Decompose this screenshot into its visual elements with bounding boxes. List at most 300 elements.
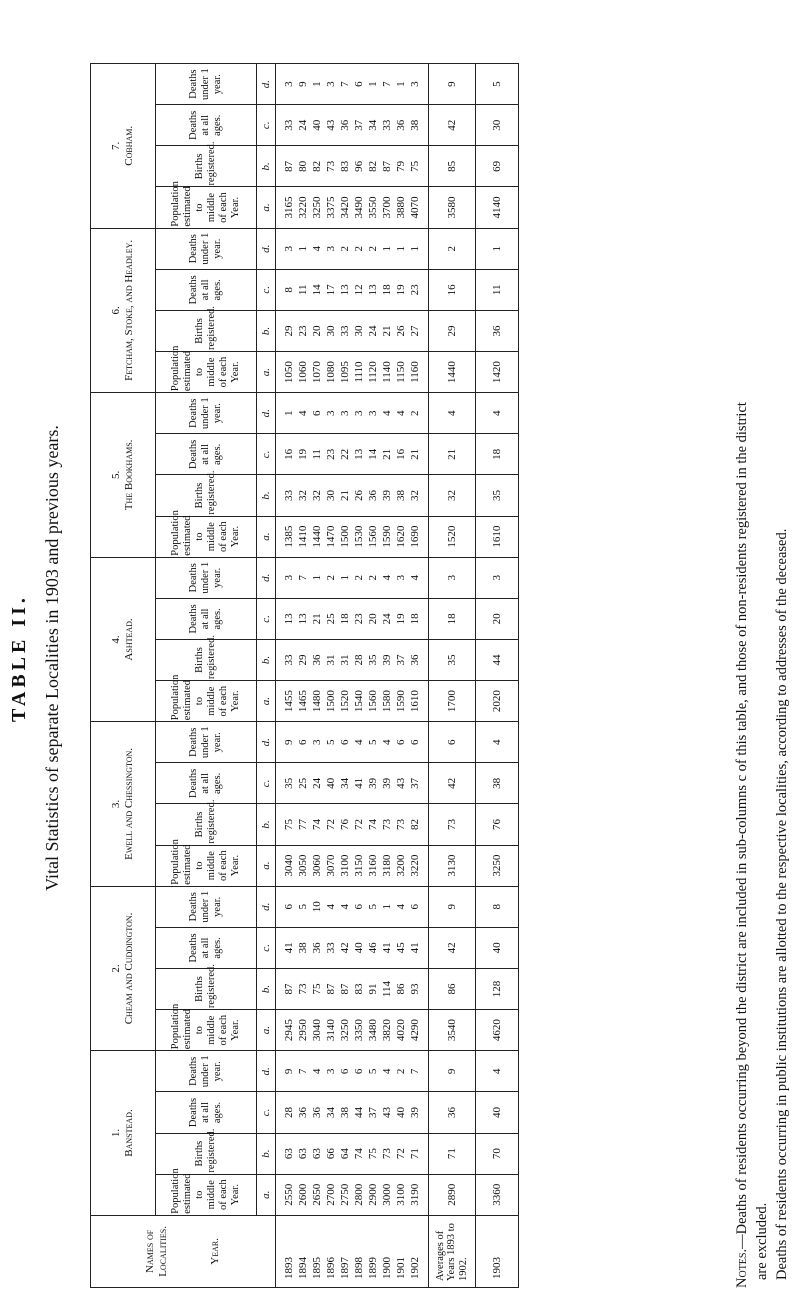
year-value: 1895 [311,1257,323,1279]
data-cell-1903: 1610 [476,516,519,557]
data-cell: 1440 [310,516,324,557]
data-cell: 3420 [338,187,352,228]
data-cell: 2 [338,228,352,269]
data-cell: 6 [352,64,366,105]
data-cell: 1560 [366,681,380,722]
data-cell: 3 [394,557,408,598]
data-cell: 4 [380,557,394,598]
population-column-header: Population estimated to middle of each Year. [156,1010,257,1051]
infant-column-header: Deaths under 1 year. [156,886,257,927]
data-cell: 18 [338,598,352,639]
locality-name: The Bookhams. [123,439,135,511]
data-cell: 3 [276,557,297,598]
data-cell: 2 [394,1051,408,1092]
data-cell: 3060 [310,845,324,886]
locality-name: Cobham. [123,125,135,166]
data-cell: 22 [338,434,352,475]
data-cell: 3250 [338,1010,352,1051]
data-cell: 1520 [338,681,352,722]
data-cell: 40 [352,927,366,968]
data-cell: 32 [310,475,324,516]
deaths-unit-label: c. [257,598,276,639]
data-cell: 1620 [394,516,408,557]
births-column-header: Births registered. [156,475,257,516]
average-cell: 71 [429,1133,476,1174]
deaths-unit-label: c. [257,269,276,310]
infant-column-header: Deaths under 1 year. [156,228,257,269]
births-unit-label: b. [257,475,276,516]
data-cell: 1610 [408,681,429,722]
data-cell: 37 [408,763,429,804]
data-cell: 2550 [276,1174,297,1215]
data-cell: 6 [352,886,366,927]
data-cell: 64 [338,1133,352,1174]
data-cell: 21 [380,434,394,475]
data-cell: 29 [276,310,297,351]
average-cell: 2 [429,228,476,269]
names-of-localities-header: Names of Localities. Year. [91,1215,276,1287]
year-cell [394,1215,408,1287]
births-column-header: Births registered. [156,968,257,1009]
deaths-column-header: Deaths at all ages. [156,763,257,804]
data-cell: 33 [338,310,352,351]
population-column-header: Population estimated to middle of each Year. [156,516,257,557]
data-cell: 6 [338,722,352,763]
locality-header [91,393,156,558]
data-cell: 24 [310,763,324,804]
data-cell: 74 [366,804,380,845]
locality-number: 2. [110,964,123,973]
data-cell: 1140 [380,352,394,393]
data-cell: 37 [366,1092,380,1133]
data-cell: 36 [310,1092,324,1133]
average-cell: 9 [429,886,476,927]
average-cell: 35 [429,639,476,680]
table-row [394,64,408,1288]
data-cell: 6 [394,722,408,763]
year-value: 1901 [395,1257,407,1279]
deaths-column-header: Deaths at all ages. [156,105,257,146]
average-cell: 9 [429,64,476,105]
data-cell: 40 [324,763,338,804]
data-cell: 2 [366,557,380,598]
notes-line-3: Deaths of residents occurring in public institutions are allotted to the respective localities, according to addresses of the deceased. [774,528,790,1280]
infant-unit-label: d. [257,886,276,927]
data-cell: 3250 [310,187,324,228]
average-cell: 1440 [429,352,476,393]
births-unit-label: b. [257,1133,276,1174]
data-cell: 1095 [338,352,352,393]
deaths-unit-label: c. [257,434,276,475]
table-row [352,64,366,1288]
data-cell: 79 [394,146,408,187]
data-cell: 4 [338,886,352,927]
data-cell: 32 [408,475,429,516]
data-cell: 14 [310,269,324,310]
data-cell: 43 [324,105,338,146]
data-cell: 2945 [276,1010,297,1051]
data-cell: 37 [352,105,366,146]
data-cell: 7 [408,1051,429,1092]
data-cell: 6 [296,722,310,763]
data-cell: 72 [324,804,338,845]
table-row [366,64,380,1288]
data-cell: 83 [352,968,366,1009]
data-cell: 33 [276,475,297,516]
data-cell: 37 [394,639,408,680]
births-unit-label: b. [257,310,276,351]
deaths-column-header: Deaths at all ages. [156,927,257,968]
data-cell: 3070 [324,845,338,886]
year-cell [296,1215,310,1287]
data-cell: 28 [352,639,366,680]
average-cell: 86 [429,968,476,1009]
data-cell: 4070 [408,187,429,228]
data-cell: 3180 [380,845,394,886]
data-cell: 38 [338,1092,352,1133]
data-cell: 2750 [338,1174,352,1215]
data-cell: 87 [324,968,338,1009]
births-column-header: Births registered. [156,804,257,845]
data-cell-1903: 30 [476,105,519,146]
data-cell: 26 [352,475,366,516]
data-cell-1903: 76 [476,804,519,845]
table-row [338,64,352,1288]
infant-unit-label: d. [257,228,276,269]
data-cell: 30 [352,310,366,351]
population-unit-label: a. [257,681,276,722]
data-cell: 43 [380,1092,394,1133]
data-cell-1903: 38 [476,763,519,804]
vital-statistics-table [90,63,519,1288]
data-cell: 1 [310,557,324,598]
average-cell: 4 [429,393,476,434]
year-column-header: Year. [209,1238,222,1265]
data-cell: 35 [366,639,380,680]
data-cell: 1385 [276,516,297,557]
data-cell-1903: 4620 [476,1010,519,1051]
data-cell-1903: 4 [476,1051,519,1092]
data-cell-1903: 4 [476,722,519,763]
data-cell: 5 [366,886,380,927]
data-cell: 44 [352,1092,366,1133]
year-value: 1902 [409,1257,421,1279]
data-cell: 1 [394,64,408,105]
data-cell: 3 [324,393,338,434]
data-cell: 9 [276,1051,297,1092]
data-cell: 34 [324,1092,338,1133]
population-column-header: Population estimated to middle of each Year. [156,1174,257,1215]
data-cell: 27 [408,310,429,351]
data-cell: 71 [408,1133,429,1174]
data-cell: 3050 [296,845,310,886]
data-cell: 75 [408,146,429,187]
data-cell-1903: 40 [476,927,519,968]
data-cell: 1540 [352,681,366,722]
data-cell-1903: 3250 [476,845,519,886]
data-cell: 5 [296,886,310,927]
data-cell: 21 [380,310,394,351]
data-cell: 4 [408,557,429,598]
data-cell: 75 [276,804,297,845]
notes-line-1: —Deaths of residents occurring beyond the district are included in sub-columns c of this table, and those of non-residents registered in the district [734,402,750,1249]
data-cell: 19 [394,598,408,639]
data-cell: 8 [276,269,297,310]
data-cell: 7 [380,64,394,105]
year-cell [352,1215,366,1287]
births-column-header: Births registered. [156,1133,257,1174]
births-unit-label: b. [257,639,276,680]
data-cell-1903: 1420 [476,352,519,393]
data-cell: 6 [276,886,297,927]
data-cell: 74 [310,804,324,845]
data-cell: 1500 [324,681,338,722]
data-cell: 38 [408,105,429,146]
data-cell: 38 [394,475,408,516]
data-cell: 18 [380,269,394,310]
data-cell: 3350 [352,1010,366,1051]
data-cell: 2800 [352,1174,366,1215]
data-cell: 3820 [380,1010,394,1051]
data-cell: 73 [380,1133,394,1174]
year-cell [366,1215,380,1287]
data-cell: 75 [310,968,324,1009]
infant-column-header: Deaths under 1 year. [156,722,257,763]
data-cell-1903: 20 [476,598,519,639]
table-row [310,64,324,1288]
data-cell: 24 [366,310,380,351]
average-cell: 1700 [429,681,476,722]
data-cell: 36 [310,927,324,968]
data-cell: 1 [338,557,352,598]
data-cell: 3040 [310,1010,324,1051]
infant-unit-label: d. [257,1051,276,1092]
locality-name: Cheam and Cuddington. [123,912,135,1025]
year-cell [324,1215,338,1287]
average-cell: 42 [429,927,476,968]
data-cell: 41 [408,927,429,968]
data-cell: 3100 [338,845,352,886]
data-cell: 4 [310,1051,324,1092]
year-cell [380,1215,394,1287]
data-cell: 4020 [394,1010,408,1051]
data-cell: 36 [408,639,429,680]
data-cell-1903: 4140 [476,187,519,228]
data-cell: 7 [338,64,352,105]
data-cell: 73 [380,804,394,845]
data-cell: 73 [296,968,310,1009]
data-cell: 13 [352,434,366,475]
year-value: 1899 [367,1257,379,1279]
notes-line-2: are excluded. [754,1202,770,1280]
row-1903 [476,64,519,1288]
data-cell: 3190 [408,1174,429,1215]
data-cell: 1690 [408,516,429,557]
data-cell: 33 [380,105,394,146]
data-cell: 1470 [324,516,338,557]
data-cell: 23 [296,310,310,351]
data-cell-1903: 4 [476,393,519,434]
data-cell: 4 [380,1051,394,1092]
data-cell: 1 [296,228,310,269]
data-cell: 39 [380,475,394,516]
data-cell: 6 [408,722,429,763]
data-cell: 33 [276,105,297,146]
data-cell: 3 [276,228,297,269]
average-cell: 3 [429,557,476,598]
data-cell: 72 [352,804,366,845]
table-subtitle: Vital Statistics of separate Localities in 1903 and previous years. [42,425,62,891]
data-cell: 87 [276,146,297,187]
data-cell: 36 [296,1092,310,1133]
average-cell: 3540 [429,1010,476,1051]
locality-number: 3. [110,799,123,809]
data-cell: 3550 [366,187,380,228]
births-column-header: Births registered. [156,146,257,187]
deaths-unit-label: c. [257,927,276,968]
births-unit-label: b. [257,146,276,187]
data-cell: 75 [366,1133,380,1174]
births-column-header: Births registered. [156,639,257,680]
data-cell: 26 [394,310,408,351]
data-cell: 41 [380,927,394,968]
data-cell: 45 [394,927,408,968]
data-cell: 1465 [296,681,310,722]
data-cell-1903: 8 [476,886,519,927]
data-cell: 3 [408,64,429,105]
data-cell: 7 [296,1051,310,1092]
data-cell: 2950 [296,1010,310,1051]
data-cell: 82 [366,146,380,187]
column-header-row [156,64,257,1288]
notes [732,48,792,1288]
data-cell: 5 [366,1051,380,1092]
data-cell: 3 [338,393,352,434]
data-cell: 91 [366,968,380,1009]
table-row [408,64,429,1288]
data-cell: 3 [276,64,297,105]
data-cell: 32 [296,475,310,516]
locality-number: 4. [110,635,123,644]
data-cell: 19 [394,269,408,310]
data-cell: 3 [324,228,338,269]
data-cell: 19 [296,434,310,475]
data-cell-1903: 5 [476,64,519,105]
locality-name: Banstead. [123,1109,135,1157]
data-cell-1903: 1 [476,228,519,269]
data-cell: 5 [366,722,380,763]
data-cell: 30 [324,475,338,516]
deaths-column-header: Deaths at all ages. [156,598,257,639]
locality-number: 7. [110,141,123,150]
data-cell: 11 [310,434,324,475]
average-cell: 6 [429,722,476,763]
data-cell: 31 [338,639,352,680]
locality-header [91,557,156,722]
data-cell: 13 [338,269,352,310]
data-cell: 93 [408,968,429,1009]
population-column-header: Population estimated to middle of each Year. [156,845,257,886]
average-cell: 85 [429,146,476,187]
data-cell: 2 [324,557,338,598]
data-cell: 23 [408,269,429,310]
data-cell: 18 [408,598,429,639]
data-cell: 40 [394,1092,408,1133]
data-cell: 3 [366,393,380,434]
data-cell: 4 [380,722,394,763]
data-cell: 1 [310,64,324,105]
data-cell: 1080 [324,352,338,393]
data-cell: 43 [394,763,408,804]
locality-header [91,722,156,887]
data-cell: 14 [366,434,380,475]
data-cell: 36 [394,105,408,146]
year-value: 1894 [297,1257,309,1279]
data-cell-1903: 128 [476,968,519,1009]
data-cell: 11 [296,269,310,310]
data-cell: 1560 [366,516,380,557]
year-1903-label: 1903 [476,1215,519,1287]
data-cell: 2 [352,228,366,269]
unit-row [257,64,276,1288]
data-cell: 21 [408,434,429,475]
year-cell [310,1215,324,1287]
infant-unit-label: d. [257,64,276,105]
data-cell: 4 [394,393,408,434]
table-row [296,64,310,1288]
data-cell: 25 [324,598,338,639]
data-cell: 1150 [394,352,408,393]
data-cell: 21 [310,598,324,639]
data-cell: 39 [380,763,394,804]
average-cell: 32 [429,475,476,516]
average-cell: 73 [429,804,476,845]
data-cell: 4 [324,886,338,927]
data-cell: 34 [338,763,352,804]
data-cell: 13 [296,598,310,639]
data-cell: 16 [394,434,408,475]
data-cell: 39 [366,763,380,804]
data-cell: 1 [380,228,394,269]
data-cell: 4290 [408,1010,429,1051]
average-cell: 9 [429,1051,476,1092]
infant-column-header: Deaths under 1 year. [156,393,257,434]
data-cell: 2700 [324,1174,338,1215]
table-row [276,64,297,1288]
infant-unit-label: d. [257,393,276,434]
infant-column-header: Deaths under 1 year. [156,557,257,598]
locality-name: Fetcham, Stoke, and Headley. [123,239,135,381]
year-cell [276,1215,297,1287]
data-cell: 3490 [352,187,366,228]
data-cell: 31 [324,639,338,680]
data-cell: 40 [310,105,324,146]
locality-header [91,228,156,393]
data-cell: 2900 [366,1174,380,1215]
data-cell: 76 [338,804,352,845]
data-cell: 1 [276,393,297,434]
data-cell: 3040 [276,845,297,886]
data-cell: 6 [310,393,324,434]
data-cell: 3700 [380,187,394,228]
data-cell: 3220 [408,845,429,886]
year-cell [338,1215,352,1287]
data-cell: 21 [338,475,352,516]
data-cell: 66 [324,1133,338,1174]
data-cell: 86 [394,968,408,1009]
data-cell-1903: 11 [476,269,519,310]
data-cell: 34 [366,105,380,146]
